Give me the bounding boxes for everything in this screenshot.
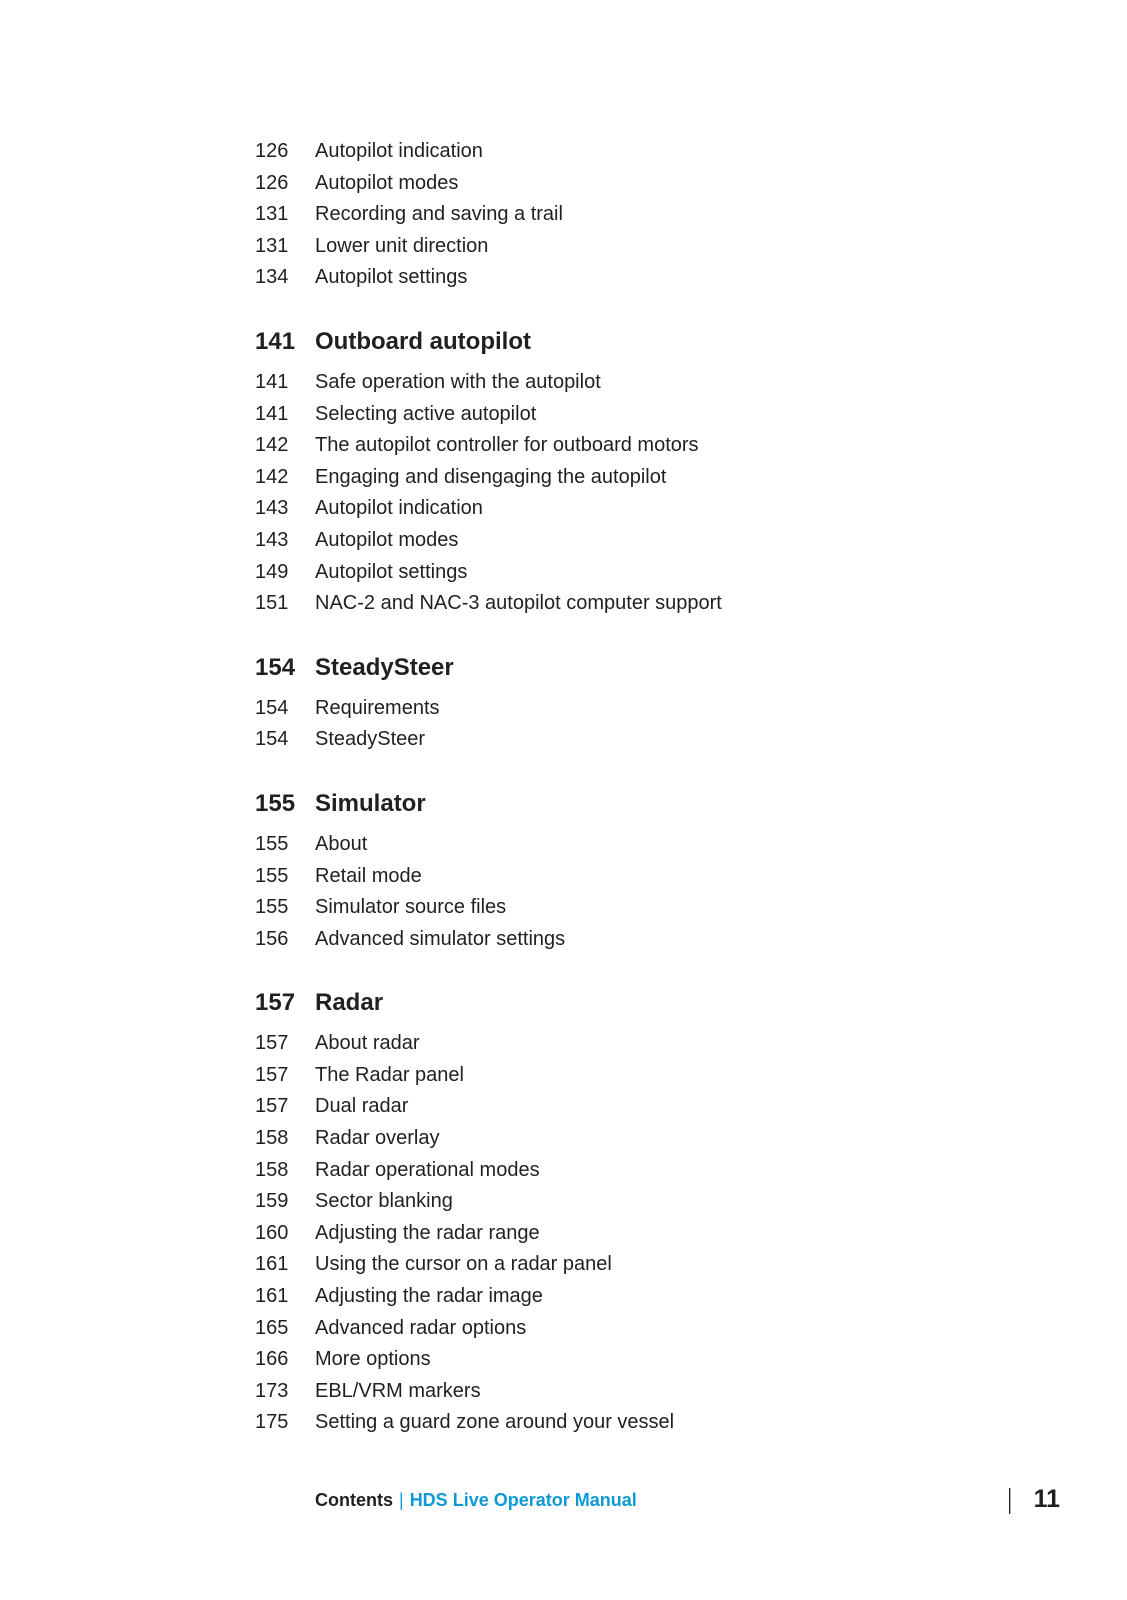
toc-entry-page: 141 — [255, 370, 289, 393]
toc-entry — [255, 924, 1067, 956]
toc-entry — [255, 1060, 1067, 1092]
toc-entry — [255, 1091, 1067, 1123]
toc-entry-page: 154 — [255, 728, 289, 751]
footer-manual-title: HDS Live Operator Manual — [409, 1490, 637, 1510]
toc-entry-list — [255, 693, 1067, 756]
toc-section-header-title: Simulator — [315, 789, 426, 817]
footer-page-separator: | — [1007, 1483, 1013, 1514]
toc-entry — [255, 588, 1067, 620]
toc-entry-page: 159 — [255, 1190, 289, 1213]
toc-entry-title: Engaging and disengaging the autopilot — [315, 465, 667, 488]
toc-entry — [255, 262, 1067, 294]
toc-entry-title: Sector blanking — [315, 1190, 453, 1213]
toc-entry-title: Advanced simulator settings — [315, 927, 566, 950]
toc-entry — [255, 493, 1067, 525]
toc-entry — [255, 1376, 1067, 1408]
toc-section — [255, 787, 1067, 955]
toc-entry-title: More options — [315, 1348, 431, 1371]
toc-entry — [255, 168, 1067, 200]
footer-right — [1006, 1483, 1060, 1515]
toc-entry — [255, 231, 1067, 263]
toc-entry — [255, 1344, 1067, 1376]
toc-entry-title: Autopilot indication — [315, 140, 483, 162]
toc-entry-title: Simulator source files — [315, 896, 507, 919]
toc-entry-page: 155 — [255, 896, 289, 919]
toc-entry — [255, 199, 1067, 231]
toc-entry — [255, 724, 1067, 756]
toc-entry — [255, 1249, 1067, 1281]
toc-section-header-page: 141 — [255, 327, 296, 355]
toc-entry-title: Using the cursor on a radar panel — [315, 1253, 612, 1276]
toc-entry-page: 131 — [255, 203, 289, 226]
footer-separator: | — [399, 1490, 404, 1510]
toc-entry-title: Radar operational modes — [315, 1158, 540, 1181]
toc-entry-page: 143 — [255, 497, 289, 520]
toc-entry-page: 151 — [255, 592, 289, 615]
toc-entry-page: 160 — [255, 1221, 289, 1244]
toc-entry-title: The Radar panel — [315, 1063, 464, 1086]
toc-entry-title: Retail mode — [315, 864, 422, 887]
toc-entry-page: 158 — [255, 1127, 289, 1150]
toc-entry — [255, 525, 1067, 557]
toc-entry-list — [255, 136, 1067, 294]
toc-entry-page: 154 — [255, 696, 289, 719]
toc-entry-list — [255, 829, 1067, 955]
toc-section-header — [255, 651, 1067, 685]
toc-entry-page: 155 — [255, 832, 289, 855]
toc-section-header-title: Outboard autopilot — [315, 327, 531, 355]
toc-entry-title: Safe operation with the autopilot — [315, 370, 601, 393]
toc-entry — [255, 1407, 1067, 1439]
footer-page-number: 11 — [1033, 1484, 1060, 1513]
toc-entry-page: 142 — [255, 465, 289, 488]
toc-entry — [255, 693, 1067, 725]
toc-entry — [255, 892, 1067, 924]
toc-entry-page: 149 — [255, 560, 289, 583]
toc-section-header — [255, 325, 1067, 359]
toc-entry-title: Selecting active autopilot — [315, 402, 537, 425]
toc-entry-page: 157 — [255, 1063, 289, 1086]
toc-entry-page: 143 — [255, 528, 289, 551]
toc-entry-page: 126 — [255, 140, 289, 162]
toc-entry — [255, 430, 1067, 462]
toc-entry-title: SteadySteer — [315, 728, 426, 751]
toc-entry-title: Lower unit direction — [315, 234, 489, 257]
toc-entry — [255, 462, 1067, 494]
toc-entry-page: 155 — [255, 864, 289, 887]
toc-entry-title: Advanced radar options — [315, 1316, 527, 1339]
toc-section — [255, 986, 1067, 1439]
toc-entry — [255, 136, 1067, 168]
toc-entry-title: The autopilot controller for outboard motors — [315, 434, 699, 457]
toc-entry-title: About radar — [315, 1032, 420, 1055]
toc-entry — [255, 1313, 1067, 1345]
toc-section-header-title: Radar — [315, 989, 384, 1017]
toc-entry-title: Autopilot modes — [315, 171, 459, 194]
toc — [255, 136, 1067, 1439]
toc-section — [255, 325, 1067, 620]
toc-entry-page: 173 — [255, 1379, 289, 1402]
toc-entry — [255, 1281, 1067, 1313]
toc-entry — [255, 829, 1067, 861]
toc-entry — [255, 367, 1067, 399]
toc-entry — [255, 1186, 1067, 1218]
toc-entry-title: Adjusting the radar range — [315, 1221, 540, 1244]
toc-entry-page: 161 — [255, 1285, 289, 1308]
toc-entry-page: 131 — [255, 234, 289, 257]
toc-entry-title: Setting a guard zone around your vessel — [315, 1411, 675, 1434]
toc-entry-title: Requirements — [315, 696, 440, 719]
toc-section-header — [255, 787, 1067, 821]
toc-entry-page: 175 — [255, 1411, 289, 1434]
toc-section-header — [255, 986, 1067, 1020]
toc-entry — [255, 1155, 1067, 1187]
footer-left — [315, 1487, 637, 1513]
toc-entry — [255, 1123, 1067, 1155]
toc-entry-title: Recording and saving a trail — [315, 203, 563, 226]
toc-entry-page: 156 — [255, 927, 289, 950]
toc-entry-page: 157 — [255, 1095, 289, 1118]
toc-entry-page: 158 — [255, 1158, 289, 1181]
toc-entry-title: EBL/VRM markers — [315, 1379, 481, 1402]
toc-entry-page: 142 — [255, 434, 289, 457]
toc-entry-title: Adjusting the radar image — [315, 1285, 543, 1308]
toc-entry — [255, 861, 1067, 893]
toc-section-header-page: 155 — [255, 789, 296, 817]
toc-entry-title: NAC-2 and NAC-3 autopilot computer support — [315, 592, 722, 615]
toc-section-header-page: 157 — [255, 989, 296, 1017]
toc-section — [255, 136, 1067, 294]
toc-entry-page: 157 — [255, 1032, 289, 1055]
toc-entry-list — [255, 367, 1067, 620]
toc-entry-title: About — [315, 832, 368, 855]
toc-entry-page: 126 — [255, 171, 289, 194]
toc-entry-title: Radar overlay — [315, 1127, 440, 1150]
page-footer — [0, 1483, 1127, 1521]
toc-entry-page: 134 — [255, 266, 289, 289]
toc-entry-title: Autopilot modes — [315, 528, 459, 551]
toc-entry-page: 165 — [255, 1316, 289, 1339]
toc-entry-page: 166 — [255, 1348, 289, 1371]
toc-entry — [255, 1218, 1067, 1250]
toc-entry — [255, 557, 1067, 589]
toc-entry-title: Autopilot settings — [315, 560, 468, 583]
toc-section-header-page: 154 — [255, 653, 296, 681]
toc-section — [255, 651, 1067, 756]
toc-entry-title: Dual radar — [315, 1095, 409, 1118]
toc-entry — [255, 1028, 1067, 1060]
toc-section-header-title: SteadySteer — [315, 653, 454, 681]
toc-entry-title: Autopilot settings — [315, 266, 468, 289]
toc-entry-title: Autopilot indication — [315, 497, 483, 520]
toc-entry — [255, 399, 1067, 431]
footer-contents-label: Contents — [315, 1490, 393, 1510]
toc-entry-page: 161 — [255, 1253, 289, 1276]
toc-entry-page: 141 — [255, 402, 289, 425]
toc-entry-list — [255, 1028, 1067, 1439]
